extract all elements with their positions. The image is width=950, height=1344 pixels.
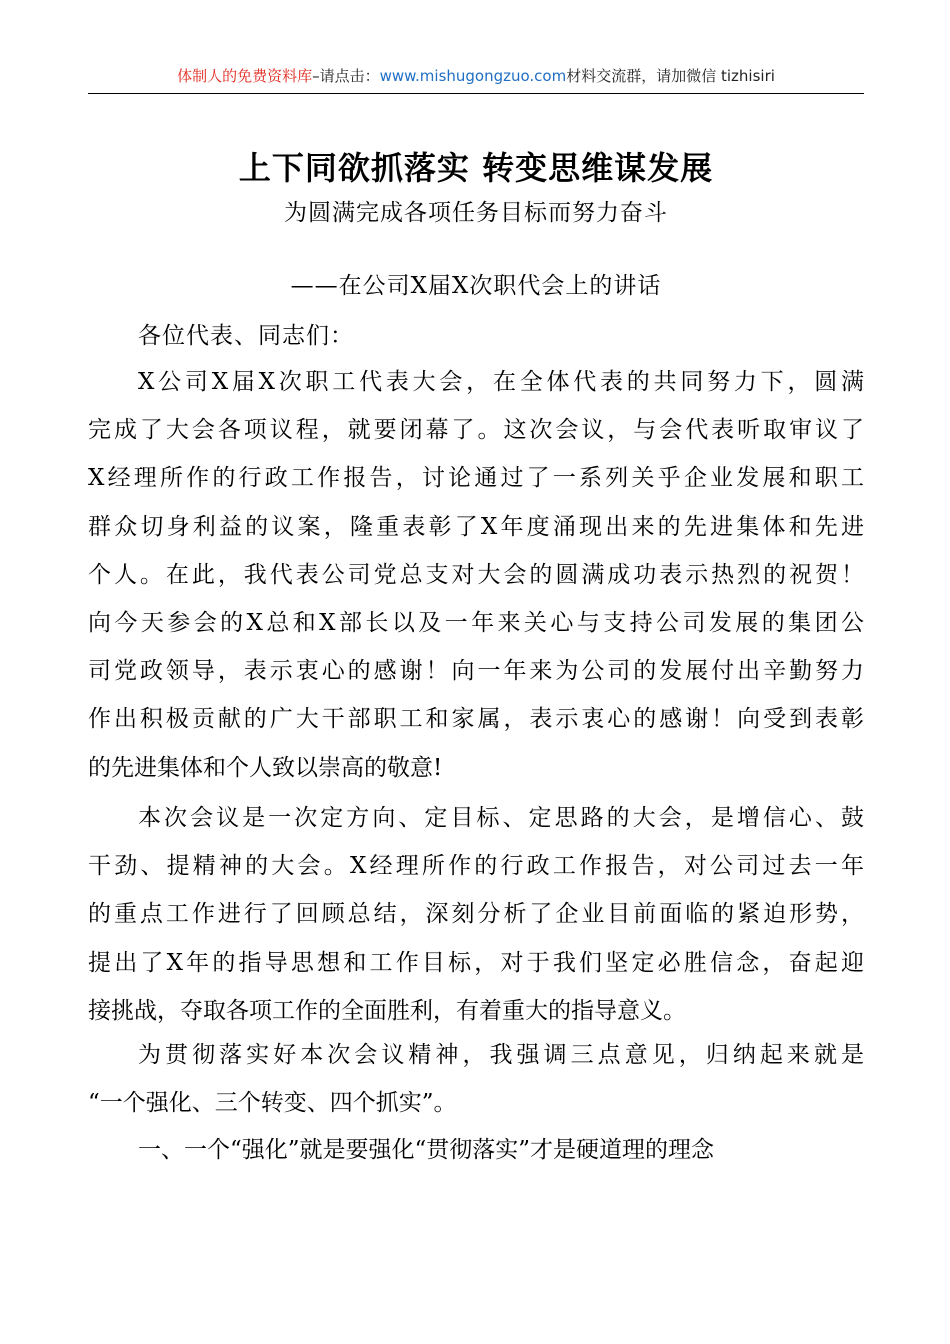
paragraph-line: X公司X届X次职工代表大会，在全体代表的共同努力下，圆满 — [138, 369, 864, 395]
document-title: 上下同欲抓落实 转变思维谋发展 — [238, 149, 714, 187]
salutation: 各位代表、同志们： — [138, 323, 354, 349]
paragraph-line: 接挑战，夺取各项工作的全面胜利，有着重大的指导意义。 — [88, 997, 686, 1024]
paragraph-line: 本次会议是一次定方向、定目标、定思路的大会，是增信心、鼓 — [138, 805, 864, 831]
paragraph-line: 干劲、提精神的大会。X经理所作的行政工作报告，对公司过去一年 — [88, 853, 864, 880]
header-brand: 体制人的免费资料库 — [177, 67, 313, 85]
paragraph-line: 为贯彻落实好本次会议精神，我强调三点意见，归纳起来就是 — [138, 1042, 864, 1068]
page-header — [88, 62, 864, 90]
paragraph-line: 作出积极贡献的广大干部职工和家属，表示衷心的感谢！向受到表彰 — [88, 706, 864, 733]
document-subtitle: 为圆满完成各项任务目标而努力奋斗 — [284, 200, 668, 226]
paragraph-line: 群众切身利益的议案，隆重表彰了X年度涌现出来的先进集体和先进 — [88, 513, 864, 540]
paragraph-line: 个人。在此，我代表公司党总支对大会的圆满成功表示热烈的祝贺！ — [88, 561, 864, 588]
paragraph-line: 的先进集体和个人致以崇高的敬意! — [88, 754, 443, 781]
paragraph-line: 的重点工作进行了回顾总结，深刻分析了企业目前面临的紧迫形势， — [88, 901, 864, 928]
header-tail: 材料交流群，请加微信 tizhisiri — [566, 67, 775, 85]
section-heading-1 — [88, 1126, 864, 1174]
paragraph-line: 完成了大会各项议程，就要闭幕了。这次会议，与会代表听取审议了 — [88, 417, 864, 444]
paragraph-line: 司党政领导，表示衷心的感谢！向一年来为公司的发展付出辛勤努力 — [88, 658, 864, 685]
document-byline: ——在公司X届X次职代会上的讲话 — [290, 273, 662, 299]
paragraph-3 — [88, 1031, 864, 1127]
header-divider — [88, 93, 864, 94]
paragraph-1 — [88, 358, 864, 792]
paragraph-line: 向今天参会的X总和X部长以及一年来关心与支持公司发展的集团公 — [88, 609, 864, 636]
paragraph-line: 一、一个“强化”就是要强化“贯彻落实”才是硬道理的理念 — [138, 1137, 715, 1163]
paragraph-line: “一个强化、三个转变、四个抓实”。 — [88, 1090, 457, 1117]
header-link[interactable]: www.mishugongzuo.com — [379, 67, 567, 85]
paragraph-line: X经理所作的行政工作报告，讨论通过了一系列关乎企业发展和职工 — [88, 465, 864, 492]
header-prompt: –请点击： — [312, 67, 380, 85]
paragraph-2 — [88, 794, 864, 1035]
paragraph-line: 提出了X年的指导思想和工作目标，对于我们坚定必胜信念，奋起迎 — [88, 949, 864, 976]
